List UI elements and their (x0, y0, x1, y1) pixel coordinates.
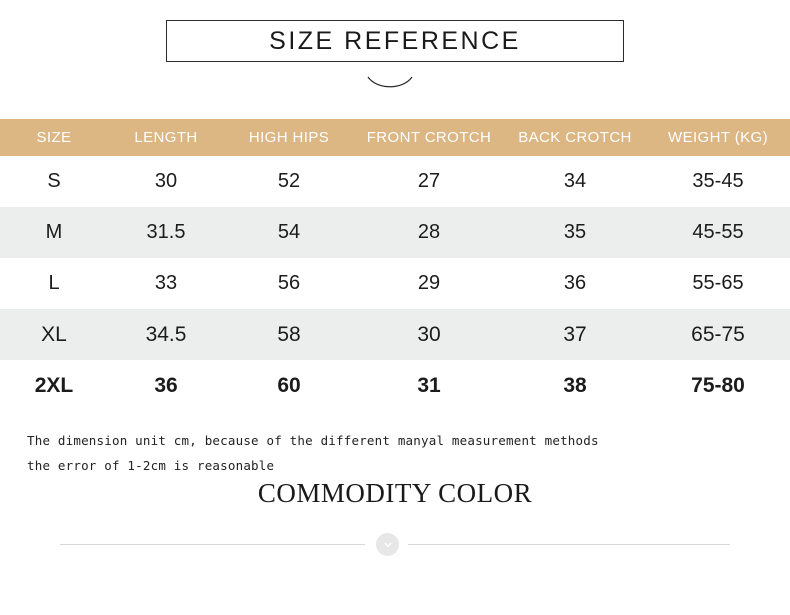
title-box (166, 20, 624, 62)
cell-weight: 55-65 (692, 272, 744, 294)
cell-front-crotch: 28 (417, 221, 441, 243)
cell-front-crotch: 27 (417, 170, 441, 192)
cell-back-crotch: 34 (563, 170, 587, 192)
cell-length: 31.5 (146, 221, 186, 243)
table-row (0, 156, 790, 207)
cell-high-hips: 52 (277, 170, 301, 192)
cell-front-crotch: 30 (417, 322, 441, 346)
table-row (0, 207, 790, 258)
cell-weight: 45-55 (692, 221, 744, 243)
measurement-note-line-1: The dimension unit cm, because of the different manyal measurement methods (27, 433, 599, 448)
cell-size: 2XL (34, 373, 74, 397)
cell-high-hips: 58 (277, 322, 301, 346)
column-header-back-crotch: BACK CROTCH (518, 129, 632, 146)
cell-length: 33 (154, 272, 178, 294)
cell-weight: 75-80 (691, 373, 745, 397)
measurement-note-line-2: the error of 1-2cm is reasonable (27, 458, 275, 473)
footer-divider-right (408, 544, 730, 545)
cell-back-crotch: 37 (563, 322, 587, 346)
size-table (0, 119, 790, 411)
cell-size: L (48, 272, 60, 294)
size-table-head (0, 119, 790, 156)
column-header-front-crotch: FRONT CROTCH (366, 129, 492, 146)
title-underline-arc (367, 76, 413, 92)
measurement-note (27, 428, 747, 478)
size-table-body (0, 156, 790, 411)
cell-size: XL (41, 322, 67, 346)
table-header-row (0, 119, 790, 156)
cell-length: 36 (154, 373, 178, 397)
column-header-weight: WEIGHT (KG) (668, 129, 768, 146)
cell-size: S (47, 170, 61, 192)
cell-weight: 35-45 (692, 170, 744, 192)
cell-length: 30 (154, 170, 178, 192)
title-container (0, 20, 790, 62)
cell-back-crotch: 35 (563, 221, 587, 243)
cell-back-crotch: 38 (563, 373, 587, 397)
column-header-size: SIZE (36, 129, 72, 146)
page-title: SIZE REFERENCE (269, 26, 521, 55)
cell-front-crotch: 31 (417, 373, 441, 397)
cell-high-hips: 56 (277, 272, 301, 294)
table-row (0, 360, 790, 411)
column-header-length: LENGTH (134, 129, 198, 146)
cell-front-crotch: 29 (417, 272, 441, 294)
chevron-down-icon (376, 533, 399, 556)
cell-back-crotch: 36 (563, 272, 587, 294)
cell-weight: 65-75 (691, 322, 745, 346)
cell-high-hips: 54 (277, 221, 301, 243)
commodity-color-heading: COMMODITY COLOR (257, 478, 533, 508)
cell-high-hips: 60 (277, 373, 301, 397)
column-header-high-hips: HIGH HIPS (248, 129, 330, 146)
table-row (0, 258, 790, 309)
table-row (0, 309, 790, 360)
cell-length: 34.5 (145, 322, 187, 346)
footer-divider-left (60, 544, 365, 545)
cell-size: M (45, 221, 63, 243)
